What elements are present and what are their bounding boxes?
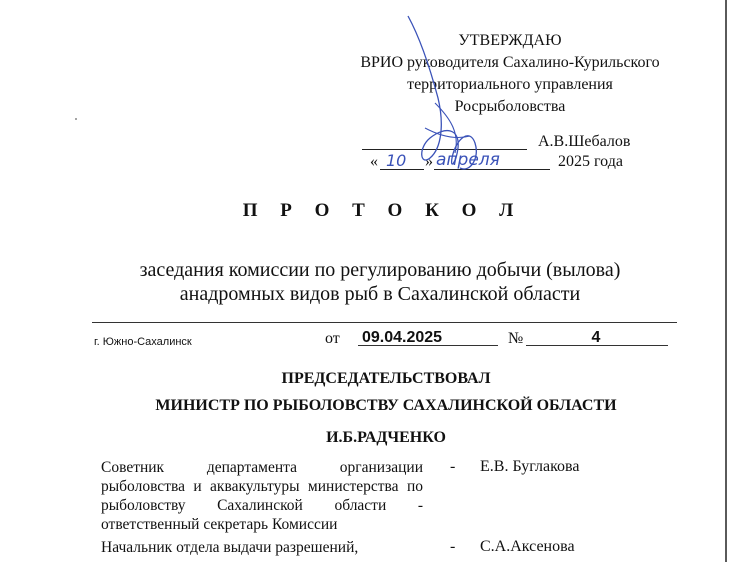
protocol-number: 4: [591, 329, 601, 346]
number-label: №: [508, 330, 524, 347]
protocol-number-underline: [526, 345, 668, 346]
member-role-2: Начальник отдела выдачи разрешений,: [101, 539, 359, 556]
page-edge: [725, 0, 727, 562]
scan-speck: [75, 118, 77, 120]
city-label: г. Южно-Сахалинск: [94, 336, 192, 348]
member-dash-2: -: [450, 538, 456, 555]
signer-name: А.В.Шебалов: [538, 133, 631, 150]
protocol-date: 09.04.2025: [362, 329, 443, 346]
handwritten-day: 10: [386, 151, 407, 170]
divider-line: [92, 322, 677, 323]
handwritten-month: апреля: [436, 150, 500, 170]
date-open-quote: «: [370, 153, 378, 170]
member-name-1: Е.В. Буглакова: [480, 458, 580, 475]
chair-position: МИНИСТР ПО РЫБОЛОВСТВУ САХАЛИНСКОЙ ОБЛАСТИ: [155, 397, 617, 414]
member-dash-1: -: [450, 458, 456, 475]
approval-line-1: ВРИО руководителя Сахалино-Курильского: [360, 54, 660, 71]
date-year: 2025 года: [558, 153, 623, 170]
document-title: П Р О Т О К О Л: [242, 200, 523, 221]
approval-line-2: территориального управления: [407, 76, 613, 93]
member-name-2: С.А.Аксенова: [480, 538, 575, 555]
approval-block: [300, 30, 720, 118]
chaired-heading: ПРЕДСЕДАТЕЛЬСТВОВАЛ: [281, 370, 491, 387]
approval-line-3: Росрыболовства: [454, 98, 566, 115]
protocol-date-underline: [358, 345, 498, 346]
member-role-1: Советник департамента организации рыболовства и аквакультуры министерства по рыболовству Сахалинской области - ответственный секретарь Комиссии: [101, 459, 423, 533]
date-label: от: [325, 330, 340, 347]
approval-heading: УТВЕРЖДАЮ: [458, 32, 562, 49]
document-subject: [60, 258, 700, 306]
handwritten-signature: [400, 8, 510, 178]
date-close-quote: »: [425, 153, 433, 170]
subject-line-2: анадромных видов рыб в Сахалинской области: [179, 283, 581, 305]
subject-line-1: заседания комиссии по регулированию добычи (вылова): [139, 259, 621, 281]
chair-name: И.Б.РАДЧЕНКО: [326, 429, 446, 446]
